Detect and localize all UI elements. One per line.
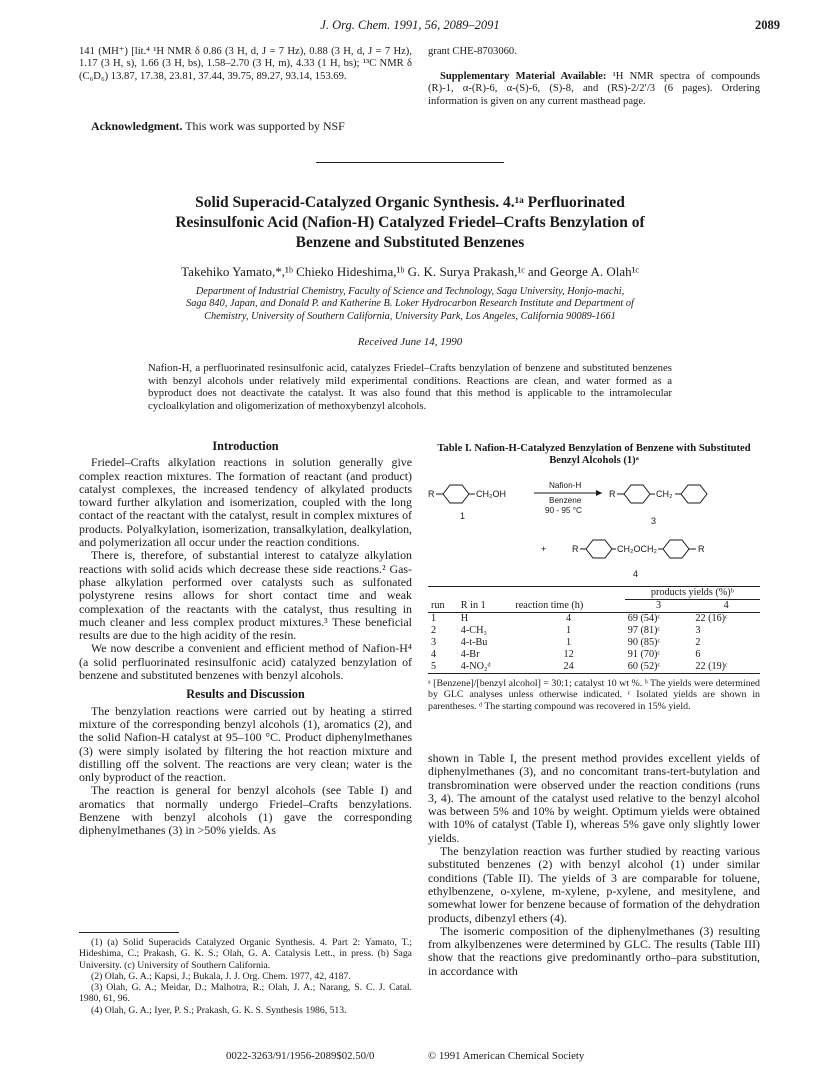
introduction-heading: Introduction <box>212 439 279 453</box>
affiliation-line: Department of Industrial Chemistry, Faculty of Science and Technology, Saga University, Honjo-machi, <box>195 286 625 297</box>
table-header-row <box>428 586 760 599</box>
table-cell: 22 (19)ᶜ <box>695 660 728 672</box>
reactant-group-label: CH₂OH <box>476 488 506 499</box>
article-separator <box>316 162 504 163</box>
affiliation-line: Saga 840, Japan, and Donald P. and Katherine B. Loker Hydrocarbon Research Institute and Department of <box>186 298 634 310</box>
grant-text: grant CHE-8703060. <box>428 46 517 57</box>
abstract: Nafion-H, a perfluorinated resinsulfonic acid, catalyzes Friedel–Crafts benzylation of benzene and substituted benzenes with benzyl alcohols under relatively mild experimental conditions. Reactions are clean, and water formed as a byproduct does not deactivate the catalyst. It was also found that this method is applicable to the intramolecular cycloalkylation and oligomerization of methoxybenzyl alcohols. <box>148 362 672 412</box>
left-column <box>79 440 412 838</box>
affiliation-line: Chemistry, University of Southern California, University Park, Los Angeles, California 90089-1661 <box>204 310 616 322</box>
reaction-scheme <box>428 472 760 584</box>
copyright-notice: © 1991 American Chemical Society <box>428 1050 585 1062</box>
table-cell: 91 (70)ᶜ <box>627 648 661 660</box>
table-cell: 22 (16)ᶜ <box>695 612 728 624</box>
product-r-label: R <box>609 488 616 499</box>
acknowledgment <box>79 120 412 133</box>
table-cell: 1 <box>566 636 572 648</box>
table-column-row <box>428 599 760 612</box>
nmr-data-text: 141 (MH⁺) [lit.⁴ ¹H NMR δ 0.86 (3 H, d, J = 7 Hz), 0.88 (3 H, d, J = 7 Hz), 1.17 (3 H, s), 1.66 (3 H, bs), 1.58–2.70 (3 H, m), 4.33 (1 H, bs); ¹³C NMR δ (C₆D₆) 13.87, 17.38, 23.81, 37.44, 39.75, 89.27, 93.14, 153.69. <box>79 46 412 82</box>
table-row <box>428 612 760 625</box>
table-cell: 4-t-Bu <box>460 636 488 648</box>
reagent-label: Nafion-H <box>549 480 582 490</box>
table-cell: 4-NO₂ᵈ <box>460 660 491 672</box>
column-header: 3 <box>655 599 662 611</box>
table-cell: 6 <box>695 648 701 660</box>
table-cell: 4 <box>431 648 437 660</box>
table-cell: 69 (54)ᶜ <box>627 612 661 624</box>
ether-r-right-label: R <box>698 543 705 554</box>
table-row <box>428 661 760 674</box>
column-header: R in 1 <box>460 599 486 611</box>
intro-paragraph: There is, therefore, of substantial interest to catalyze alkylation reactions with solid acids which decrease these side reactions.² Gas-phase alkylation performed over catalysts such as sulfonated polystyrene resins allows for short contact time and weak complexation of the reactants with the catalyst, thus resulting in much cleaner and less complex product mixtures.³ These beneficial results are due to the high acidity of the resin. <box>79 548 412 643</box>
footnote: (1) (a) Solid Superacids Catalyzed Organic Synthesis. 4. Part 2: Yamato, T.; Hideshima, C.; Prakash, G. K. S.; Olah, G. A. Catalysis Lett., in press. (b) Saga University. (c) University of Southern California. <box>79 937 412 971</box>
table-cell: 4-Br <box>460 648 480 660</box>
results-paragraph: The benzylation reaction was further studied by reacting various substituted benzenes (2) with benzyl alcohol (1) under similar conditions (Table II). The yields of 3 are comparable for toluene, ethylbenzene, o-xylene, m-xylene, p-xylene, and mesitylene, and somewhat lower for benzene because of formation of the dehydration products, dibenzyl ethers (4). <box>428 844 760 925</box>
previous-article-nmr <box>79 46 412 83</box>
title-line: Resinsulfonic Acid (Nafion-H) Catalyzed Friedel–Crafts Benzylation of <box>175 214 645 231</box>
page-number: 2089 <box>755 18 780 32</box>
table-cell: 24 <box>563 660 574 672</box>
results-paragraph: The reaction is general for benzyl alcohols (see Table I) and aromatics that normally undergo Friedel–Crafts benzylations. Benzene with benzyl alcohols (1) gave the corresponding diphenylmethanes (3) in >50% yields. As <box>79 783 412 838</box>
footnote: (4) Olah, G. A.; Iyer, P. S.; Prakash, G. K. S. Synthesis 1986, 513. <box>91 1004 347 1016</box>
benzene-ring-icon <box>443 485 469 503</box>
column-header: run <box>431 599 445 611</box>
table-cell: 60 (52)ᶜ <box>627 660 661 672</box>
results-heading: Results and Discussion <box>186 687 305 702</box>
compound-label-1: 1 <box>460 510 466 521</box>
results-paragraph: The isomeric composition of the diphenylmethanes (3) resulting from alkylbenzenes were determined by GLC. The results (Table III) show that the reactions give predominantly ortho–para substitution, in accordance with <box>428 923 760 978</box>
affiliations <box>130 286 690 323</box>
table-row <box>428 625 760 637</box>
table-cell: 3 <box>431 636 437 648</box>
table-cell: 4-CH₃ <box>460 624 487 636</box>
footnote-rule <box>79 932 179 933</box>
footnote: (2) Olah, G. A.; Kapsi, J.; Bukala, J. J. Org. Chem. 1977, 42, 4187. <box>91 970 351 982</box>
journal-citation: J. Org. Chem. 1991, 56, 2089–2091 <box>320 18 500 32</box>
footnotes <box>79 937 412 1016</box>
running-head <box>0 18 820 34</box>
table-cell: H <box>460 612 469 624</box>
table-row <box>428 637 760 649</box>
reactant-r-label: R <box>428 488 435 499</box>
ether-r-left-label: R <box>572 543 579 554</box>
temperature-label: 90 - 95 °C <box>545 505 582 515</box>
acknowledgment-text: This work was supported by NSF <box>182 119 345 133</box>
table-cell: 4 <box>566 612 572 624</box>
table-cell: 97 (81)ᶜ <box>627 624 661 636</box>
table-cell: 3 <box>695 624 701 636</box>
intro-paragraph: Friedel–Crafts alkylation reactions in solution generally give complex reaction mixtures. The formation of reactant (and product) catalyst complexes, the increased tendency of alkylated products toward further alkylation and isomerization, coupled with the long contact of the reactant with the catalyst, result in complex mixtures of products. Polyalkylation, isomerization, transalkylation, dealkylation, and polymerization all occur under the reaction conditions. <box>79 455 412 550</box>
benzene-ring-icon <box>624 485 650 503</box>
supplementary-text: ¹H NMR spectra of compounds (R)-1, α-(R)-6, α-(S)-6, (S)-8, and (RS)-2/2′/3 (6 pages). Ordering information is given on any current masthead page. <box>428 71 760 107</box>
benzene-ring-icon <box>586 540 612 558</box>
table-cell: 1 <box>431 612 437 624</box>
article-title <box>90 193 730 253</box>
benzene-ring-icon <box>663 540 689 558</box>
title-line: Benzene and Substituted Benzenes <box>295 234 525 251</box>
footnote: (3) Olah, G. A.; Meidar, D.; Malhotra, R.; Olah, J. A.; Narang, S. C. J. Catal. 1980, 61, 96. <box>79 982 412 1005</box>
table-1 <box>428 443 760 712</box>
arrow-head-icon <box>596 490 602 496</box>
results-paragraph: The benzylation reactions were carried out by heating a stirred mixture of the corresponding benzyl alcohols (1), aromatics (2), and the solid Nafion-H catalyst at 95–100 °C. Product diphenylmethanes (3) were simply isolated by filtering the hot reaction mixture and distilling off the solvent. The reactions are very clean; water is the only byproduct of the reaction. <box>79 703 412 785</box>
yield-header: products yields (%)ᵇ <box>625 586 760 599</box>
plus-sign: + <box>541 543 547 554</box>
column-header: 4 <box>723 599 729 611</box>
supplementary-material <box>428 71 760 108</box>
product-link-label: CH₂ <box>656 488 673 499</box>
ether-link-label: CH₂OCH₂ <box>617 543 657 554</box>
acknowledgment-label: Acknowledgment. <box>91 119 183 133</box>
table-row <box>428 649 760 661</box>
yield-table <box>428 586 760 674</box>
right-column <box>428 752 760 978</box>
column-header: reaction time (h) <box>515 599 584 611</box>
table-cell: 1 <box>566 624 572 636</box>
solvent-label: Benzene <box>549 495 582 505</box>
results-paragraph: shown in Table I, the present method provides excellent yields of diphenylmethanes (3), and no concomitant trans-tert-butylation and transbromination were observed under the reaction conditions (runs 3, 4). The amount of the catalyst used relative to the benzyl alcohol was between 5% and 10% by weight. Optimum yields were obtained with 10% of catalyst (Table I), whereas 5% gave only slightly lower yields. <box>428 751 760 845</box>
received-date: Received June 14, 1990 <box>357 336 463 348</box>
article-code: 0022-3263/91/1956-2089$02.50/0 <box>226 1050 375 1062</box>
supplementary-label: Supplementary Material Available: <box>440 71 607 82</box>
table-cell: 2 <box>695 636 701 648</box>
title-line: Solid Superacid-Catalyzed Organic Synthesis. 4.¹ᵃ Perfluorinated <box>195 194 625 211</box>
compound-label-3: 3 <box>651 515 657 526</box>
table-title: Table I. Nafion-H-Catalyzed Benzylation of Benzene with Substituted Benzyl Alcohols (1)ᵃ <box>437 443 751 467</box>
author-list: Takehiko Yamato,*,¹ᵇ Chieko Hideshima,¹ᵇ G. K. Surya Prakash,¹ᶜ and George A. Olah¹ᶜ <box>181 264 639 279</box>
intro-paragraph: We now describe a convenient and efficient method of Nafion-H⁴ (a solid perfluorinated resinsulfonic acid) catalyzed benzylation of benzene and substituted benzenes with benzyl alcohols. <box>79 641 412 683</box>
table-cell: 5 <box>431 660 437 672</box>
table-cell: 12 <box>563 648 574 660</box>
table-cell: 90 (85)ᶜ <box>627 636 661 648</box>
compound-label-4: 4 <box>633 568 639 579</box>
table-footnote: ᵃ [Benzene]/[benzyl alcohol] = 30:1; catalyst 10 wt %. ᵇ The yields were determined by GLC analyses unless otherwise indicated. ᶜ Isolated yields are shown in parentheses. ᵈ The starting compound was recovered in 15% yield. <box>428 677 760 712</box>
benzene-ring-icon <box>681 485 707 503</box>
table-cell: 2 <box>431 624 437 636</box>
